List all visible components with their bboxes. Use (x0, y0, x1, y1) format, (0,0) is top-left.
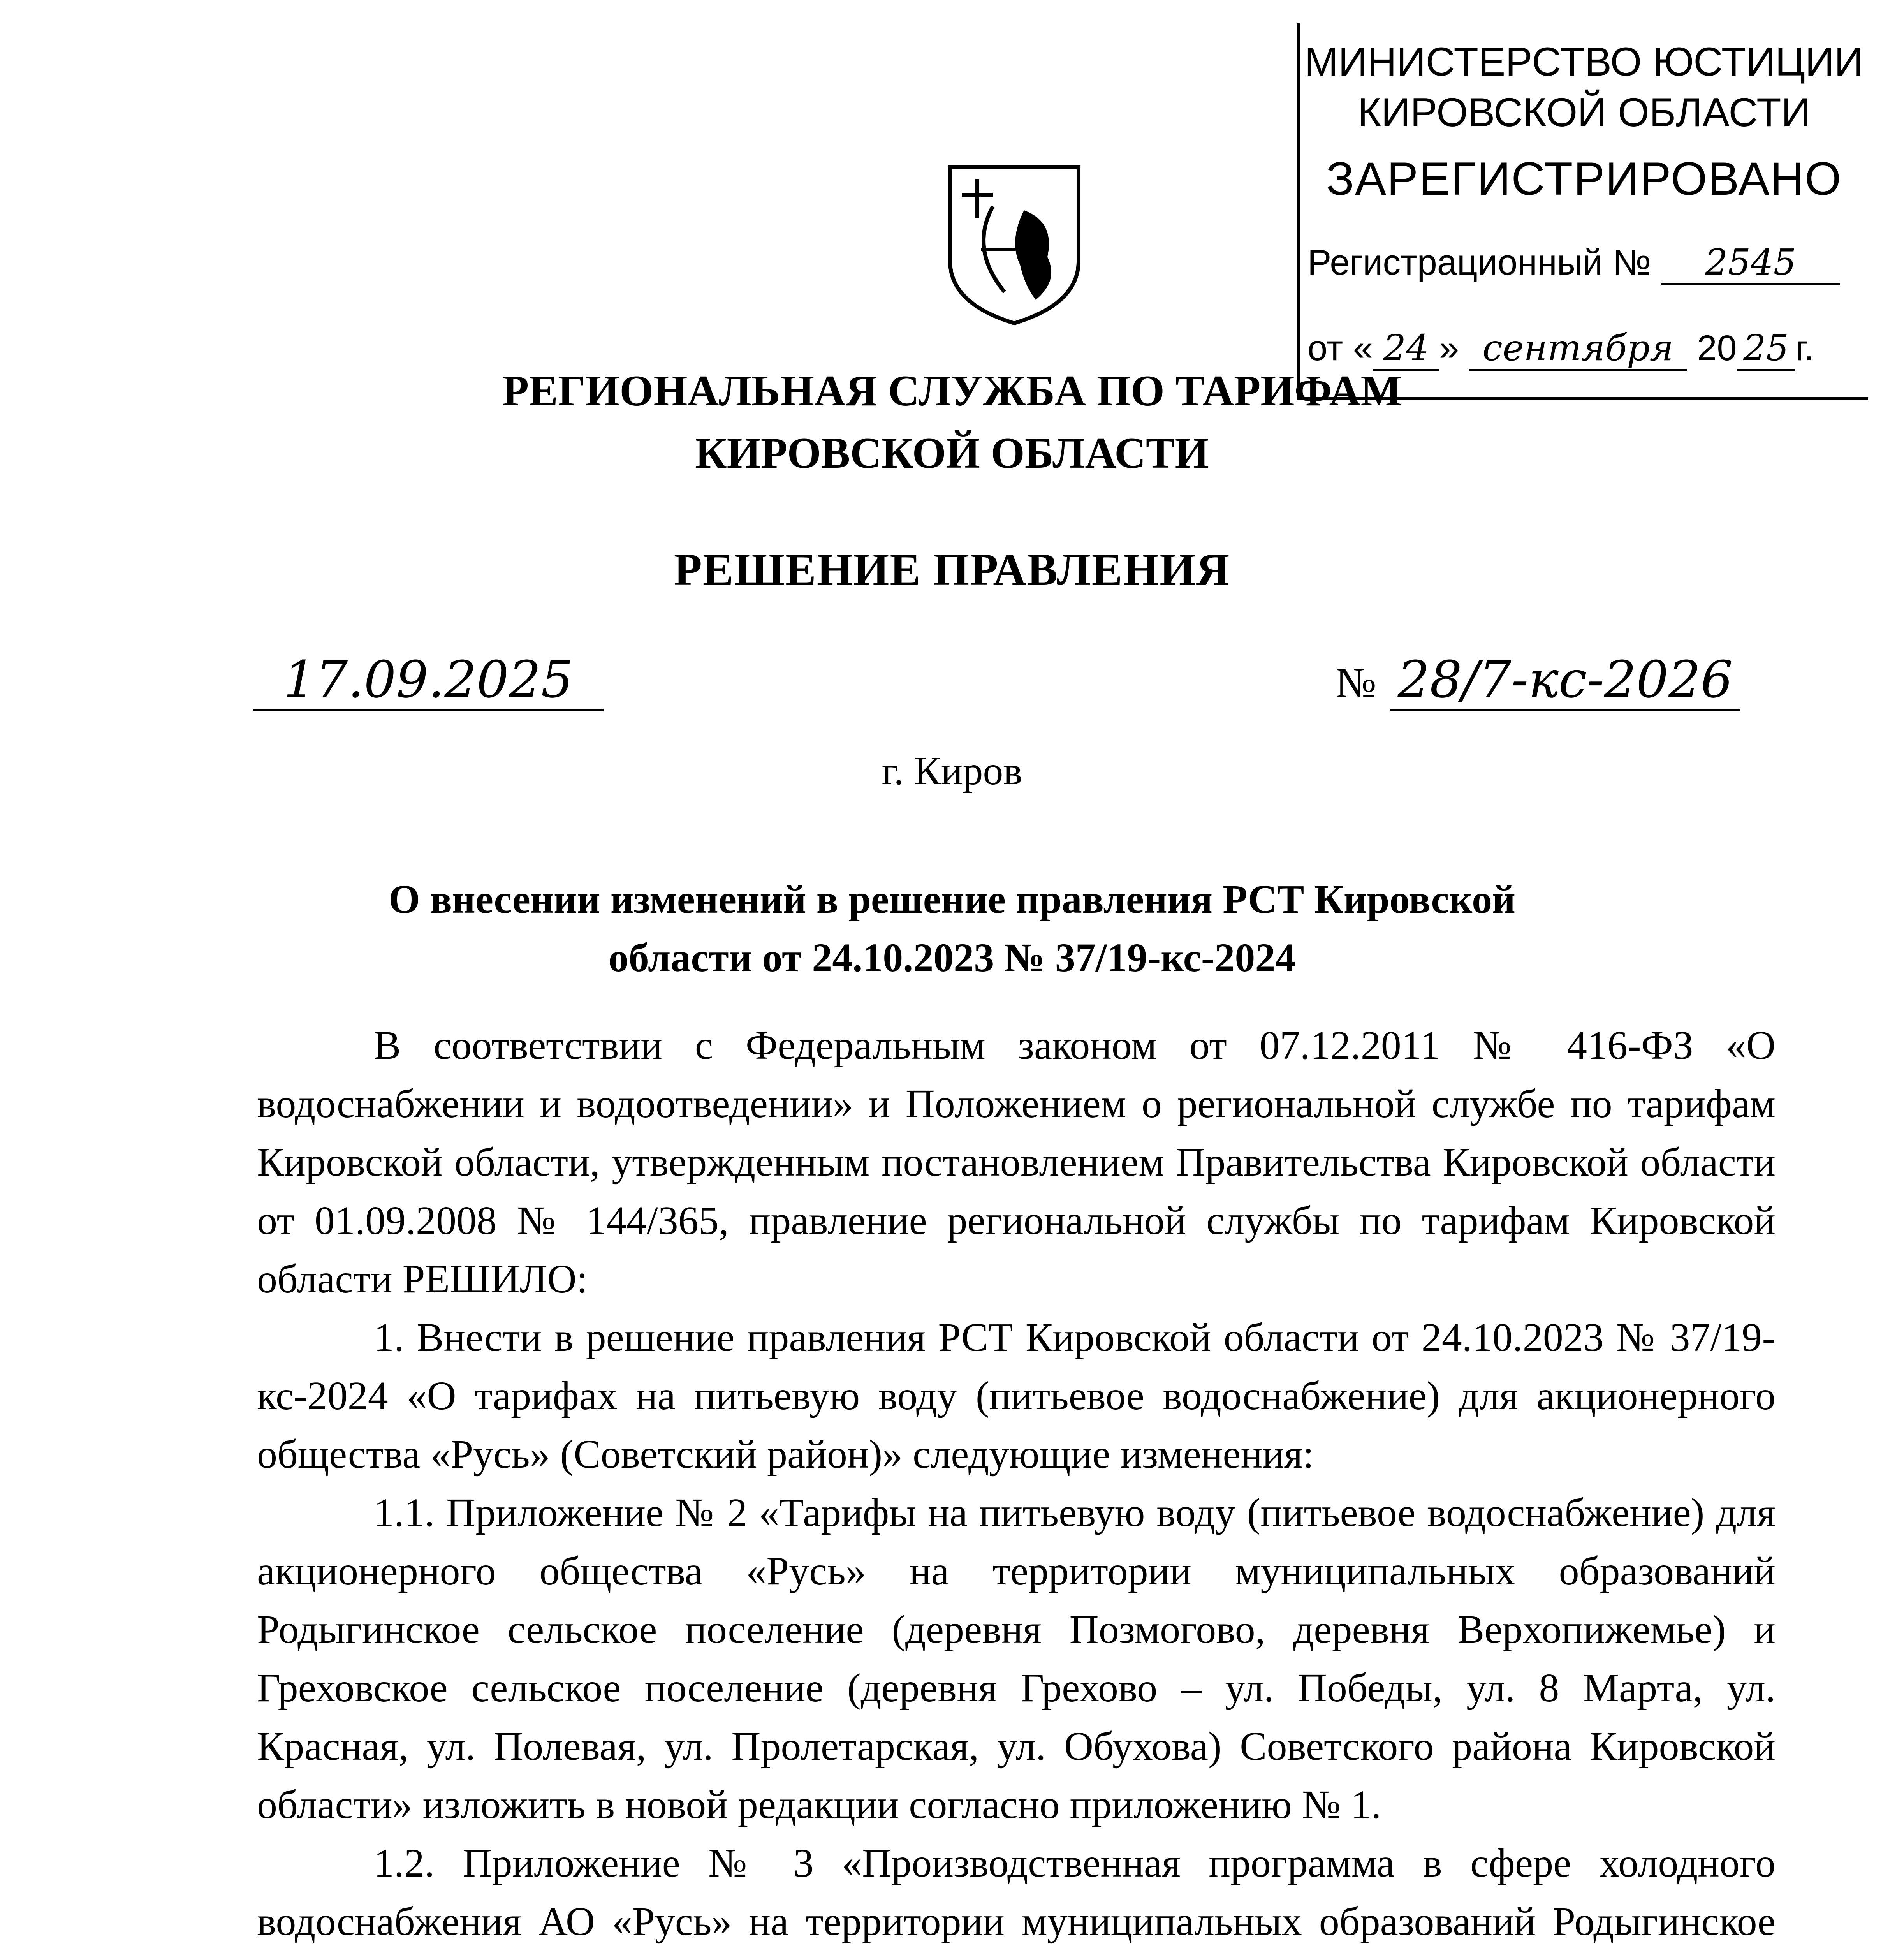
stamp-reg-number-row (1307, 241, 1840, 285)
paragraph-item-1-1: 1.1. Приложение № 2 «Тарифы на питьевую воду (питьевое водоснабжение) для акционерного общества «Русь» на территории муниципальных образований Родыгинское сельское поселение (деревня Позмогово, деревня Верхопижемье) и Греховское сельское поселение (деревня Грехово – ул. Победы, ул. 8 Марта, ул. Красная, ул. Полевая, ул. Пролетарская, ул. Обухова) Советского района Кировской области» изложить в новой редакции согласно приложению № 1. (257, 1490, 1776, 1827)
paragraph-item-1: 1. Внести в решение правления РСТ Кировской области от 24.10.2023 № 37/19-кс-2024 «О тарифах на питьевую воду (питьевое водоснабжение) для акционерного общества «Русь» (Советский район)» следующие изменения: (257, 1315, 1776, 1477)
stamp-year-end: г. (1795, 328, 1814, 368)
org-name-line1: РЕГИОНАЛЬНАЯ СЛУЖБА ПО ТАРИФАМ (502, 367, 1402, 415)
stamp-from-prefix: от « (1307, 328, 1373, 368)
stamp-day: 24 (1373, 327, 1439, 371)
stamp-year-prefix: 20 (1697, 328, 1737, 368)
stamp-reg-number: 2545 (1661, 241, 1840, 285)
decision-number: 28/7-кс-2026 (1390, 650, 1740, 711)
document-body (257, 1016, 1776, 1947)
paragraph-preamble: В соответствии с Федеральным законом от 07.12.2011 № 416-ФЗ «О водоснабжении и водоотведении» и Положением о региональной службе по тарифам Кировской области, утвержденным постановлением Правительства Кировской области от 01.09.2008 № 144/365, правление региональной службы по тарифам Кировской области РЕШИЛО: (257, 1023, 1776, 1301)
document-type: РЕШЕНИЕ ПРАВЛЕНИЯ (674, 544, 1230, 595)
stamp-region-line: КИРОВСКОЙ ОБЛАСТИ (1357, 90, 1811, 135)
stamp-reg-label: Регистрационный № (1307, 243, 1651, 282)
coat-of-arms-icon (946, 164, 1082, 327)
stamp-status: ЗАРЕГИСТРИРОВАНО (1326, 153, 1842, 205)
org-name-line2: КИРОВСКОЙ ОБЛАСТИ (695, 429, 1209, 477)
stamp-date-row (1307, 327, 1814, 371)
decision-date: 17.09.2025 (253, 650, 604, 711)
stamp-year-suffix: 25 (1737, 327, 1795, 371)
number-label: № (1336, 659, 1376, 706)
stamp-month: сентября (1469, 327, 1687, 371)
paragraph-item-1-2: 1.2. Приложение № 3 «Производственная программа в сфере холодного водоснабжения АО «Русь» на территории муниципальных образований Родыгинское (257, 1841, 1776, 1944)
subject-line2: области от 24.10.2023 № 37/19-кс-2024 (608, 935, 1296, 980)
city: г. Киров (882, 748, 1022, 793)
subject-line1: О внесении изменений в решение правления РСТ Кировской (388, 877, 1516, 922)
stamp-ministry-line: МИНИСТЕРСТВО ЮСТИЦИИ (1304, 39, 1864, 84)
registration-stamp (1297, 23, 1868, 400)
stamp-quote-close: » (1439, 328, 1459, 368)
